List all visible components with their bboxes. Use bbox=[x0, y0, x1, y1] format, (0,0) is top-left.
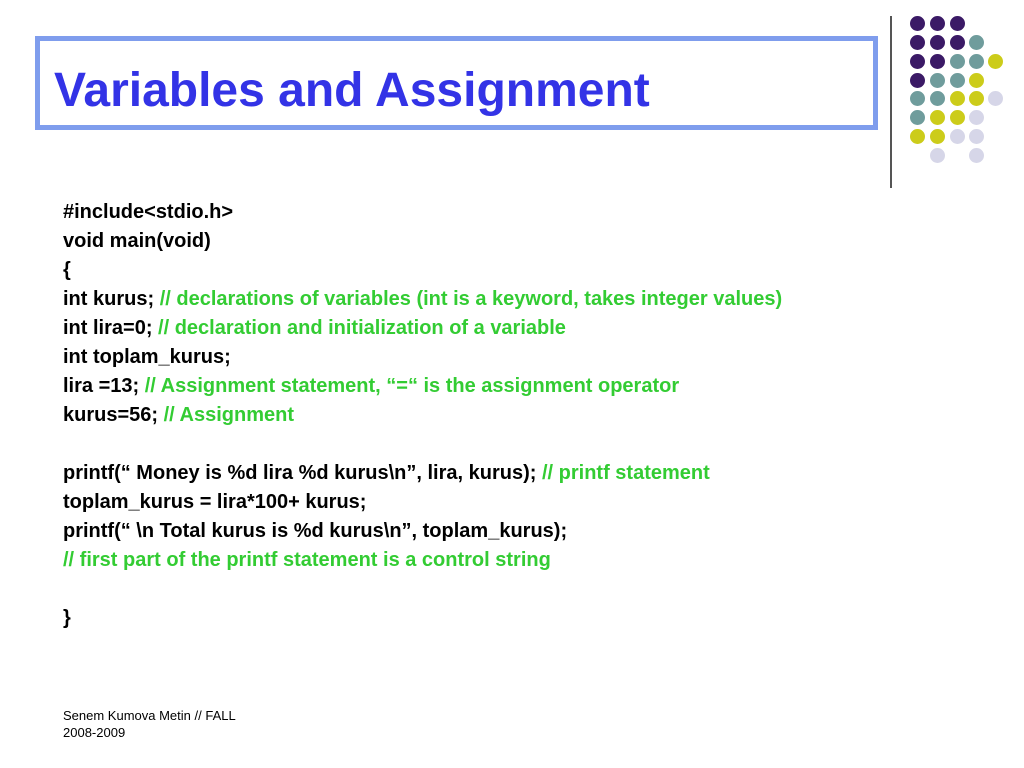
dot-icon bbox=[988, 54, 1003, 69]
code-listing bbox=[63, 198, 782, 633]
dot-icon bbox=[950, 35, 965, 50]
dot-icon bbox=[910, 35, 925, 50]
code-text: void main(void) bbox=[63, 230, 211, 252]
dot-icon bbox=[910, 129, 925, 144]
dot-icon bbox=[930, 129, 945, 144]
code-line bbox=[63, 256, 782, 285]
dot-icon bbox=[969, 110, 984, 125]
dot-icon bbox=[950, 54, 965, 69]
dot-icon bbox=[950, 129, 965, 144]
code-text: kurus=56; bbox=[63, 404, 159, 426]
dot-icon bbox=[910, 91, 925, 106]
code-line bbox=[63, 459, 782, 488]
code-line bbox=[63, 546, 782, 575]
dot-icon bbox=[930, 73, 945, 88]
blank-line bbox=[63, 430, 782, 459]
dot-icon bbox=[910, 110, 925, 125]
code-comment: // declarations of variables (int is a keyword, takes integer values) bbox=[159, 288, 783, 310]
code-comment: // declaration and initialization of a variable bbox=[158, 317, 566, 339]
dot-icon bbox=[910, 16, 925, 31]
dot-icon bbox=[950, 110, 965, 125]
code-comment: // Assignment bbox=[163, 404, 295, 426]
code-line bbox=[63, 198, 782, 227]
code-line bbox=[63, 604, 782, 633]
dot-icon bbox=[910, 73, 925, 88]
dot-icon bbox=[969, 73, 984, 88]
code-text: #include<stdio.h> bbox=[63, 201, 234, 223]
dot-icon bbox=[930, 16, 945, 31]
code-text: int kurus; bbox=[63, 288, 155, 310]
code-text: } bbox=[63, 607, 71, 629]
code-line bbox=[63, 314, 782, 343]
dot-icon bbox=[950, 91, 965, 106]
code-comment: // Assignment statement, “=“ is the assignment operator bbox=[144, 375, 680, 397]
code-line bbox=[63, 227, 782, 256]
dot-icon bbox=[950, 16, 965, 31]
code-text: lira =13; bbox=[63, 375, 140, 397]
dot-icon bbox=[930, 110, 945, 125]
code-comment: // printf statement bbox=[541, 462, 710, 484]
code-text: { bbox=[63, 259, 71, 281]
code-text: printf(“ \n Total kurus is %d kurus\n”, toplam_kurus); bbox=[63, 520, 568, 542]
code-text: printf(“ Money is %d lira %d kurus\n”, lira, kurus); bbox=[63, 462, 537, 484]
code-comment: // first part of the printf statement is a control string bbox=[63, 549, 551, 571]
slide-title: Variables and Assignment bbox=[54, 64, 650, 117]
dot-icon bbox=[988, 91, 1003, 106]
dot-icon bbox=[930, 35, 945, 50]
code-text: int lira=0; bbox=[63, 317, 153, 339]
dot-icon bbox=[930, 91, 945, 106]
dot-icon bbox=[969, 35, 984, 50]
dot-icon bbox=[930, 148, 945, 163]
code-line bbox=[63, 488, 782, 517]
dot-icon bbox=[969, 148, 984, 163]
code-line bbox=[63, 285, 782, 314]
dot-icon bbox=[910, 54, 925, 69]
footer-author: Senem Kumova Metin // FALL bbox=[63, 708, 236, 723]
dot-icon bbox=[969, 54, 984, 69]
code-line bbox=[63, 343, 782, 372]
code-line bbox=[63, 517, 782, 546]
slide-footer bbox=[63, 707, 236, 741]
decorative-dots bbox=[0, 0, 1024, 200]
dot-icon bbox=[950, 73, 965, 88]
code-text: int toplam_kurus; bbox=[63, 346, 231, 368]
code-text: toplam_kurus = lira*100+ kurus; bbox=[63, 491, 367, 513]
code-line bbox=[63, 401, 782, 430]
footer-term: 2008-2009 bbox=[63, 725, 126, 740]
dot-icon bbox=[969, 129, 984, 144]
blank-line bbox=[63, 575, 782, 604]
code-line bbox=[63, 372, 782, 401]
dot-icon bbox=[969, 91, 984, 106]
dot-icon bbox=[930, 54, 945, 69]
